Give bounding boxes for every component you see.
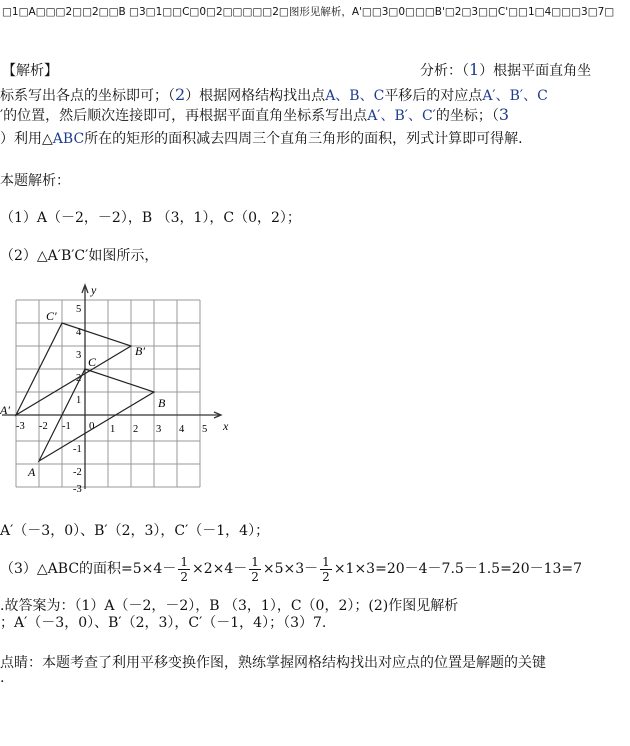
svg-text:-3: -3 bbox=[73, 484, 82, 492]
dianjing-line2: . bbox=[0, 670, 5, 686]
answer-line2: ；A′（－3，0）、B′（2，3），C′（－1，4）；（3）7. bbox=[0, 615, 327, 631]
svg-text:5: 5 bbox=[202, 424, 208, 435]
point-labels bbox=[0, 309, 166, 479]
svg-text:-2: -2 bbox=[39, 421, 48, 432]
x-tick-labels bbox=[16, 421, 207, 435]
svg-text:B: B bbox=[158, 396, 166, 410]
svg-text:3: 3 bbox=[76, 350, 82, 361]
svg-text:C′: C′ bbox=[46, 309, 57, 323]
part1-answer: （1）A（－2，－2），B （3，1），C（0，2）； bbox=[0, 210, 301, 226]
analysis-line1: 分析：（1）根据平面直角坐 bbox=[420, 60, 592, 79]
svg-text:4: 4 bbox=[76, 327, 82, 338]
dianjing-line1: 点睛：本题考查了利用平移变换作图，熟练掌握网格结构找出对应点的位置是解题的关键 bbox=[0, 655, 546, 671]
svg-text:A: A bbox=[28, 465, 36, 479]
origin-label: 0 bbox=[89, 420, 95, 432]
svg-text:2: 2 bbox=[133, 424, 139, 435]
svg-text:1: 1 bbox=[110, 424, 116, 435]
grid-lines bbox=[16, 300, 200, 487]
analysis-line4: ）利用△ABC所在的矩形的面积减去四周三个直角三角形的面积，列式计算即可得解. bbox=[0, 131, 523, 147]
svg-text:2: 2 bbox=[76, 373, 82, 384]
svg-text:5: 5 bbox=[76, 304, 82, 315]
header-garbled-line: □1□A□□□2□□2□□B □3□1□□C□0□2□□□□□2□图形见解析，A'□□3□0□□□B'□2□3□□C'□□1□4□□□3□7□ bbox=[2, 6, 615, 18]
solution-title: 本题解析： bbox=[0, 173, 70, 189]
svg-text:3: 3 bbox=[156, 424, 162, 435]
part2-answer: （2）△A′B′C′如图所示， bbox=[0, 248, 159, 264]
analysis-line2: 标系写出各点的坐标即可；（2）根据网格结构找出点A、B、C平移后的对应点A′、B′、C bbox=[0, 85, 548, 104]
svg-text:-1: -1 bbox=[73, 444, 82, 455]
svg-text:-1: -1 bbox=[62, 421, 71, 432]
svg-text:-3: -3 bbox=[16, 421, 25, 432]
part3-area-calc: （3）△ABC的面积=5×4－ $\frac{1}{2}$ ×2×4－ $\frac{1}{2}$ ×5×3－ $\frac{1}{2}$ ×1×3=20－4－7.5－1.5=20－13=7 bbox=[0, 554, 583, 584]
svg-text:C: C bbox=[88, 355, 97, 369]
x-axis-label: x bbox=[223, 419, 229, 433]
svg-text:B′: B′ bbox=[135, 344, 145, 358]
prime-coordinates: A′（－3，0）、B′（2，3），C′（－1，4）； bbox=[0, 523, 270, 539]
answer-line1: .故答案为：（1）A（－2，－2），B （3，1），C（0，2）；(2)作图见解析 bbox=[0, 598, 459, 614]
axes bbox=[2, 285, 221, 489]
svg-text:A′: A′ bbox=[0, 403, 10, 417]
svg-text:4: 4 bbox=[179, 424, 185, 435]
svg-text:1: 1 bbox=[76, 395, 82, 406]
jiexi-label: 【解析】 bbox=[2, 63, 58, 79]
analysis-line3: ′的位置，然后顺次连接即可，再根据平面直角坐标系写出点A′、B′、C′的坐标；（3 bbox=[0, 105, 510, 124]
y-axis-label: y bbox=[91, 283, 97, 297]
coordinate-graph bbox=[0, 282, 240, 492]
svg-text:-2: -2 bbox=[73, 467, 82, 478]
